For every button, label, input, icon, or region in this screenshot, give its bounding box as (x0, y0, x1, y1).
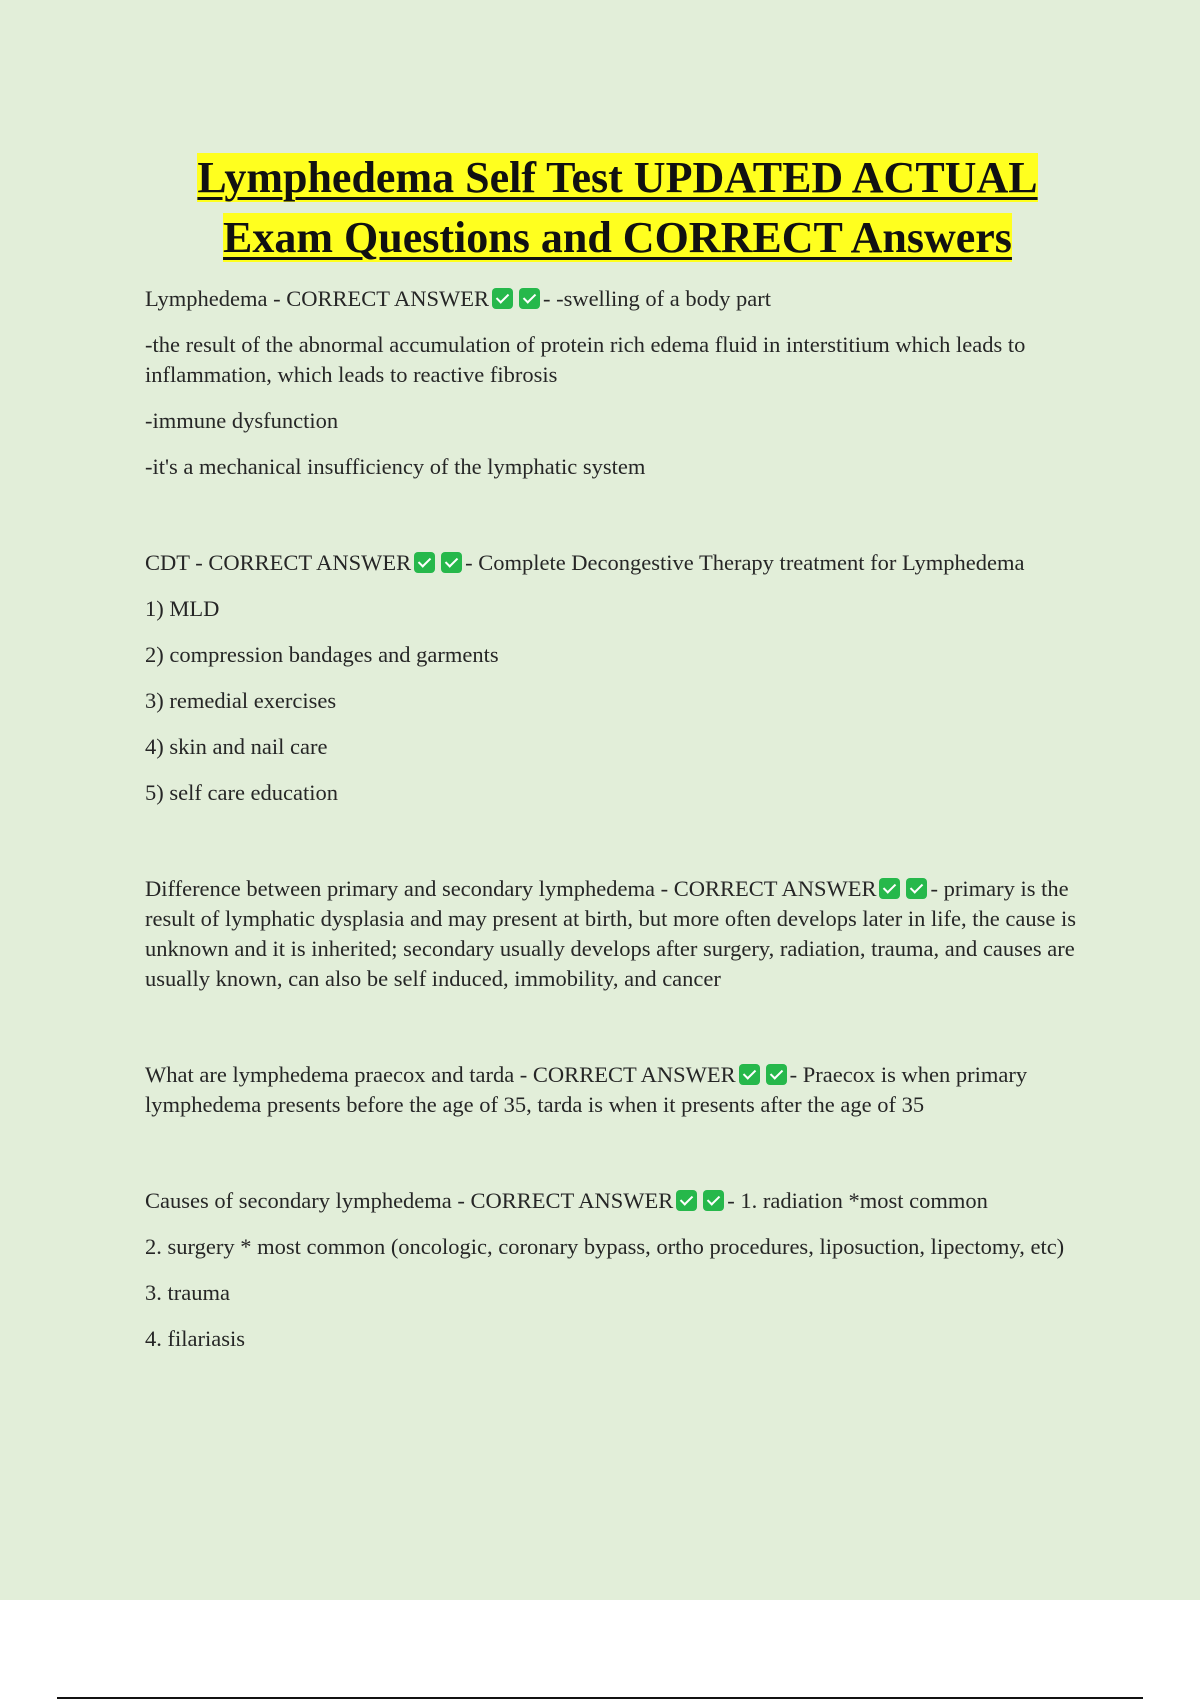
qa-item-1-detail: -the result of the abnormal accumulation of protein rich edema fluid in interstitium which leads to inflammation, which leads to reactive fibrosis (145, 332, 1026, 387)
question-text: Difference between primary and secondary lymphedema - CORRECT ANSWER (145, 876, 877, 901)
question-text: Causes of secondary lymphedema - CORRECT ANSWER (145, 1188, 674, 1213)
check-mark-icon (519, 288, 540, 309)
answer-text: - -swelling of a body part (542, 286, 772, 311)
qa-item-2-detail: 3) remedial exercises (145, 688, 337, 713)
check-mark-icon (879, 878, 900, 899)
check-mark-icon (441, 552, 462, 573)
qa-item-1-question (145, 284, 1090, 314)
check-mark-icon (703, 1190, 724, 1211)
qa-item-1-detail: -immune dysfunction (145, 408, 339, 433)
check-mark-icon (739, 1064, 760, 1085)
qa-item-2-detail: 4) skin and nail care (145, 734, 328, 759)
section-gap (145, 824, 1090, 874)
answer-text: - 1. radiation *most common (727, 1188, 988, 1213)
title-line-2: Exam Questions and CORRECT Answers (223, 213, 1012, 262)
qa-item-5-detail: 3. trauma (145, 1280, 230, 1305)
section-gap (145, 498, 1090, 548)
document-title (145, 148, 1090, 268)
question-text: What are lymphedema praecox and tarda - CORRECT ANSWER (145, 1062, 736, 1087)
answer-text: - Complete Decongestive Therapy treatment for Lymphedema (465, 550, 1025, 575)
check-mark-icon (676, 1190, 697, 1211)
qa-item-2-detail: 1) MLD (145, 596, 220, 621)
check-mark-icon (906, 878, 927, 899)
document-content (145, 148, 1090, 1370)
check-mark-icon (414, 552, 435, 573)
qa-item-5-detail: 2. surgery * most common (oncologic, coronary bypass, ortho procedures, liposuction, lipectomy, etc) (145, 1234, 1065, 1259)
check-mark-icon (766, 1064, 787, 1085)
question-text: CDT - CORRECT ANSWER (145, 550, 412, 575)
qa-item-4-question (145, 1060, 1090, 1120)
qa-item-5-detail: 4. filariasis (145, 1326, 245, 1351)
qa-item-1-detail: -it's a mechanical insufficiency of the lymphatic system (145, 454, 646, 479)
qa-item-2-question (145, 548, 1090, 578)
title-line-1: Lymphedema Self Test UPDATED ACTUAL (197, 153, 1038, 202)
qa-item-3-question (145, 874, 1090, 994)
question-text: Lymphedema - CORRECT ANSWER (145, 286, 489, 311)
qa-item-2-detail: 2) compression bandages and garments (145, 642, 499, 667)
footer-divider (57, 1697, 1143, 1699)
qa-item-5-question (145, 1186, 1090, 1216)
section-gap (145, 1010, 1090, 1060)
section-gap (145, 1136, 1090, 1186)
qa-item-2-detail: 5) self care education (145, 780, 339, 805)
answer-text: - Praecox is when primary lymphedema presents before the age of 35, tarda is when it presents after the age of 35 (145, 1062, 1028, 1117)
check-mark-icon (492, 288, 513, 309)
answer-text: - primary is the result of lymphatic dysplasia and may present at birth, but more often develops later in life, the cause is unknown and it is inherited; secondary usually develops after surgery, radiation, trauma, and causes are usually known, can also be self induced, immobility, and cancer (145, 876, 1076, 991)
